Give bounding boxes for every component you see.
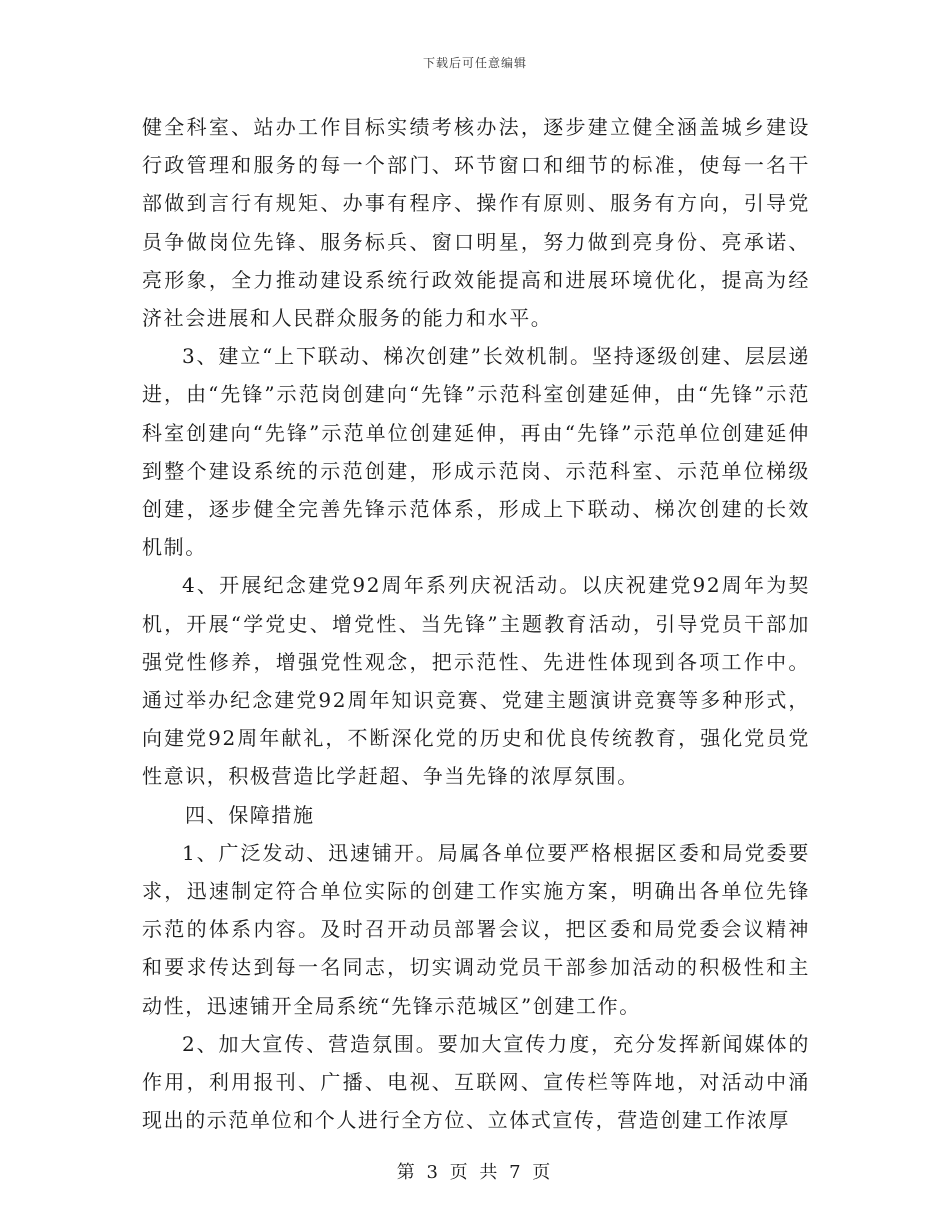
- paragraph-item-3: 3、建立“上下联动、梯次创建”长效机制。坚持逐级创建、层层递进，由“先锋”示范岗创建向“先锋”示范科室创建延伸，由“先锋”示范科室创建向“先锋”示范单位创建延伸，再由“先锋”示范单位创建延伸到整个建设系统的示范创建，形成示范岗、示范科室、示范单位梯级创建，逐步健全完善先锋示范体系，形成上下联动、梯次创建的长效机制。: [142, 344, 810, 560]
- paragraph-safeguard-2: 2、加大宣传、营造氛围。要加大宣传力度，充分发挥新闻媒体的作用，利用报刊、广播、电视、互联网、宣传栏等阵地，对活动中涌现出的示范单位和个人进行全方位、立体式宣传，营造创建工作浓厚: [142, 1031, 810, 1133]
- paragraph-continuation: 健全科室、站办工作目标实绩考核办法，逐步建立健全涵盖城乡建设行政管理和服务的每一个部门、环节窗口和细节的标准，使每一名干部做到言行有规矩、办事有程序、操作有原则、服务有方向，引导党员争做岗位先锋、服务标兵、窗口明星，努力做到亮身份、亮承诺、亮形象，全力推动建设系统行政效能提高和进展环境优化，提高为经济社会进展和人民群众服务的能力和水平。: [142, 115, 810, 331]
- page-number-footer: 第 3 页 共 7 页: [396, 1162, 554, 1183]
- paragraph-safeguard-1: 1、广泛发动、迅速铺开。局属各单位要严格根据区委和局党委要求，迅速制定符合单位实际的创建工作实施方案，明确出各单位先锋示范的体系内容。及时召开动员部署会议，把区委和局党委会议精神和要求传达到每一名同志，切实调动党员干部参加活动的积极性和主动性，迅速铺开全局系统“先锋示范城区”创建工作。: [142, 840, 810, 1018]
- page-header: 下载后可任意编辑: [422, 56, 527, 70]
- document-body: [142, 108, 810, 1139]
- section-heading-safeguards: 四、保障措施: [185, 802, 315, 827]
- paragraph-item-4: 4、开展纪念建党92周年系列庆祝活动。以庆祝建党92周年为契机，开展“学党史、增党性、当先锋”主题教育活动，引导党员干部加强党性修养，增强党性观念，把示范性、先进性体现到各项工作中。通过举办纪念建党92周年知识竞赛、党建主题演讲竞赛等多种形式，向建党92周年献礼，不断深化党的历史和优良传统教育，强化党员党性意识，积极营造比学赶超、争当先锋的浓厚氛围。: [142, 573, 810, 789]
